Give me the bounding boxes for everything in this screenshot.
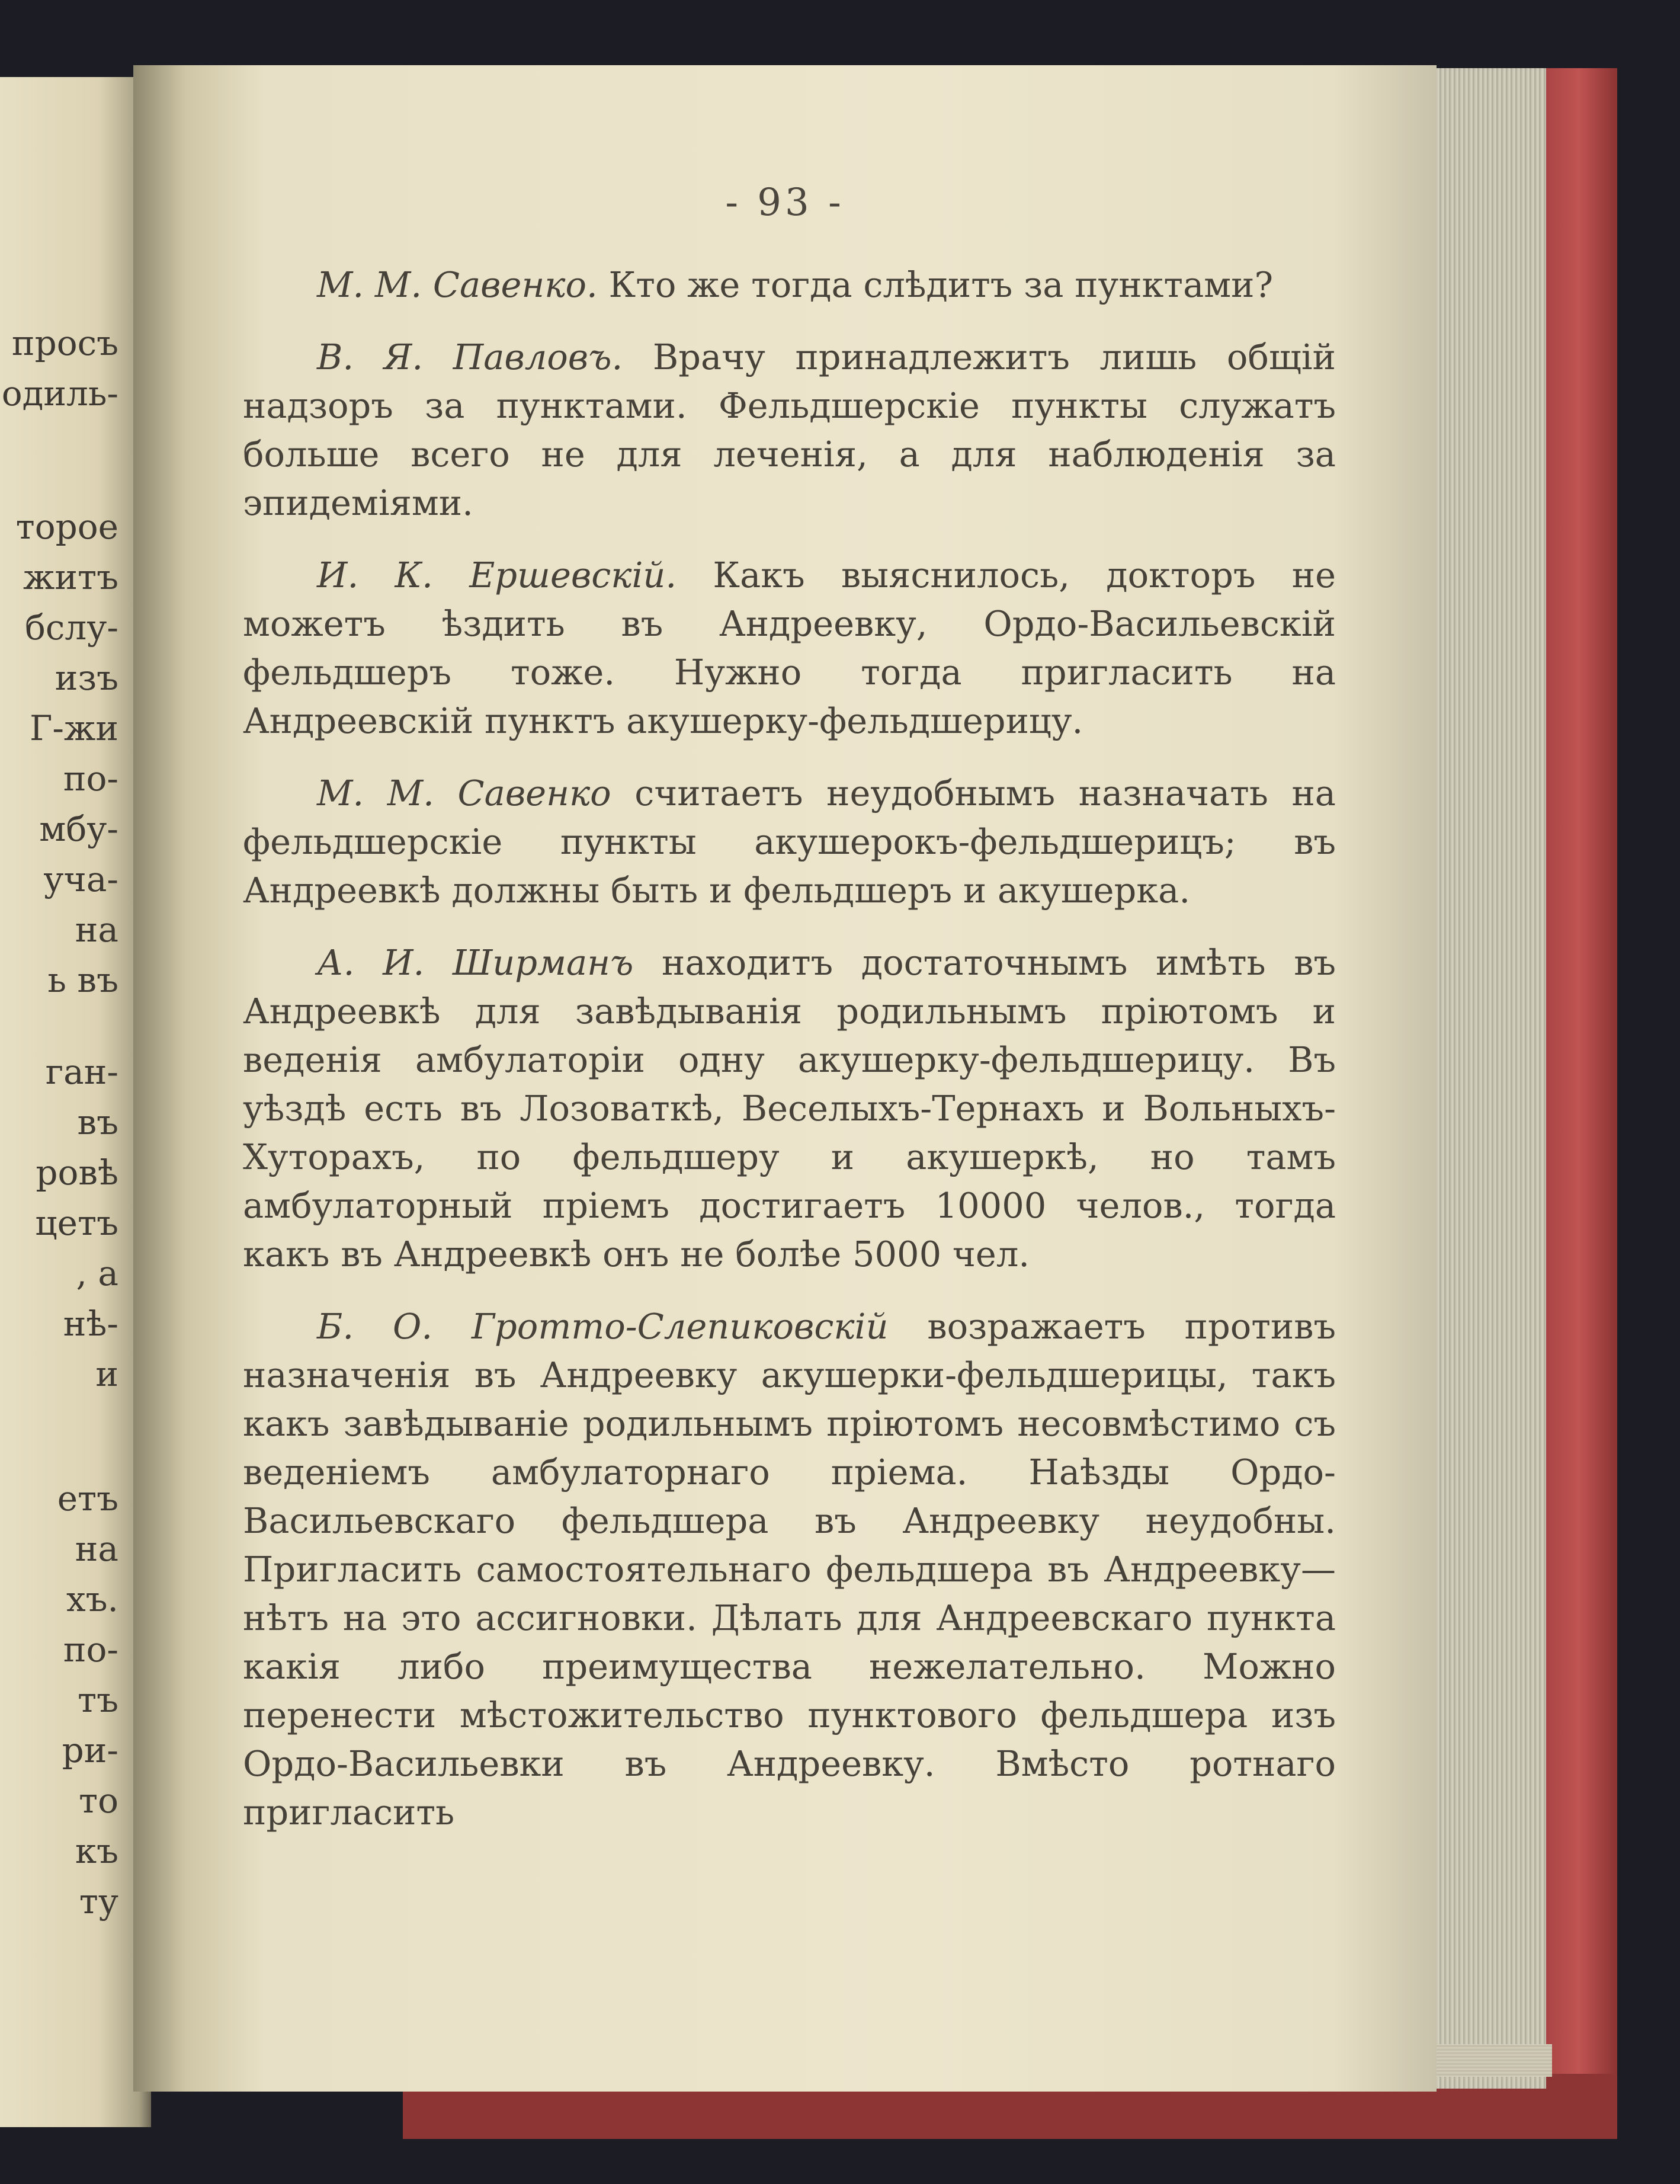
book-cover-edge xyxy=(1540,68,1617,2136)
paragraph-text: Кто же тогда слѣдитъ за пунктами? xyxy=(597,264,1274,305)
left-page-fragment: нѣ- xyxy=(63,1304,118,1344)
left-page-fragment: мбу- xyxy=(39,809,118,849)
left-page-fragment: на xyxy=(75,1529,118,1569)
left-page-fragment: въ xyxy=(77,1102,118,1142)
left-page-fragment: цетъ xyxy=(35,1203,118,1243)
paragraph xyxy=(243,1302,1336,1837)
left-page-fragment: одиль- xyxy=(1,373,118,414)
left-page-fragment: къ xyxy=(75,1831,118,1871)
left-page-fragment: ровѣ xyxy=(36,1152,118,1193)
left-page-fragment: хъ. xyxy=(66,1579,118,1619)
paragraph-text: считаетъ неудобнымъ назначать на фельдшерскіе пункты акушерокъ-фельдшерицъ; въ Андреевкѣ должны быть и фельдшеръ и акушерка. xyxy=(243,773,1336,911)
paragraph-text: Врачу принадлежитъ лишь общій надзоръ за пунктами. Фельдшерскіе пункты служатъ больше всего не для леченія, а для наблюденія за эпидеміями. xyxy=(243,337,1336,523)
paragraph-text: Какъ выяснилось, докторъ не можетъ ѣздить въ Андреевку, Ордо-Васильевскій фельдшеръ тоже. Нужно тогда пригласить на Андреевскій пунктъ акушерку-фельдшерицу. xyxy=(243,555,1336,741)
left-page-fragment: житъ xyxy=(23,557,118,597)
left-page-fragment: ту xyxy=(79,1881,118,1922)
previous-page xyxy=(0,77,151,2127)
speaker-name: М. М. Савенко. xyxy=(317,264,598,305)
left-page-fragment: Г-жи xyxy=(29,708,118,748)
left-page-fragment: и xyxy=(95,1354,118,1394)
left-page-fragment: торое xyxy=(15,507,118,547)
left-page-fragment: етъ xyxy=(57,1478,118,1519)
page-stack-edge xyxy=(1428,68,1546,2089)
book-page xyxy=(133,65,1437,2092)
left-page-fragment: ган- xyxy=(45,1052,118,1092)
left-page-fragment: просъ xyxy=(11,323,118,363)
paragraph xyxy=(243,261,1336,309)
paragraph xyxy=(243,769,1336,915)
page-number: - 93 - xyxy=(725,181,845,225)
left-page-fragment: по- xyxy=(63,758,118,799)
left-page-fragment: на xyxy=(75,910,118,950)
left-page-fragment: ри- xyxy=(62,1730,118,1770)
speaker-name: И. К. Ершевскій. xyxy=(317,555,677,595)
paragraph xyxy=(243,939,1336,1279)
speaker-name: В. Я. Павловъ. xyxy=(317,337,623,377)
left-page-fragment: уча- xyxy=(43,859,118,899)
left-page-fragment: изъ xyxy=(54,658,118,698)
speaker-name: Б. О. Гротто-Слепиковскій xyxy=(317,1306,889,1347)
speaker-name: А. И. Ширманъ xyxy=(317,942,634,983)
left-page-fragment: , а xyxy=(76,1253,118,1293)
paragraph-text: находитъ достаточнымъ имѣть въ Андреевкѣ для завѣдыванія родильнымъ пріютомъ и веденія амбулаторіи одну акушерку-фельдшерицу. Въ уѣздѣ есть въ Лозоваткѣ, Веселыхъ-Тернахъ и Вольныхъ-Хуторахъ, по фельдшеру и акушеркѣ, но тамъ амбулаторный пріемъ достигаетъ 10000 челов., тогда какъ въ Андреевкѣ онъ не болѣе 5000 чел. xyxy=(243,942,1336,1274)
left-page-fragment: бслу- xyxy=(25,607,118,648)
left-page-fragment: тъ xyxy=(78,1680,118,1720)
speaker-name: М. М. Савенко xyxy=(317,773,611,814)
left-page-fragment: то xyxy=(78,1780,118,1821)
paragraph-text: возражаетъ противъ назначенія въ Андреевку акушерки-фельдшерицы, такъ какъ завѣдываніе родильнымъ пріютомъ несовмѣстимо съ веденіемъ амбулаторнаго пріема. Наѣзды Ордо-Васильевскаго фельдшера въ Андреевку неудобны. Пригласить самостоятельнаго фельдшера въ Андреевку—нѣтъ на это ассигновки. Дѣлать для Андреевскаго пункта какія либо преимущества нежелательно. Можно перенести мѣстожительство пунктового фельдшера изъ Ордо-Васильевки въ Андреевку. Вмѣсто ротнаго пригласить xyxy=(243,1306,1336,1833)
left-page-fragment: ь въ xyxy=(47,960,118,1000)
page-text xyxy=(243,261,1336,1860)
paragraph xyxy=(243,551,1336,745)
left-page-fragment: по- xyxy=(63,1629,118,1670)
paragraph xyxy=(243,333,1336,527)
